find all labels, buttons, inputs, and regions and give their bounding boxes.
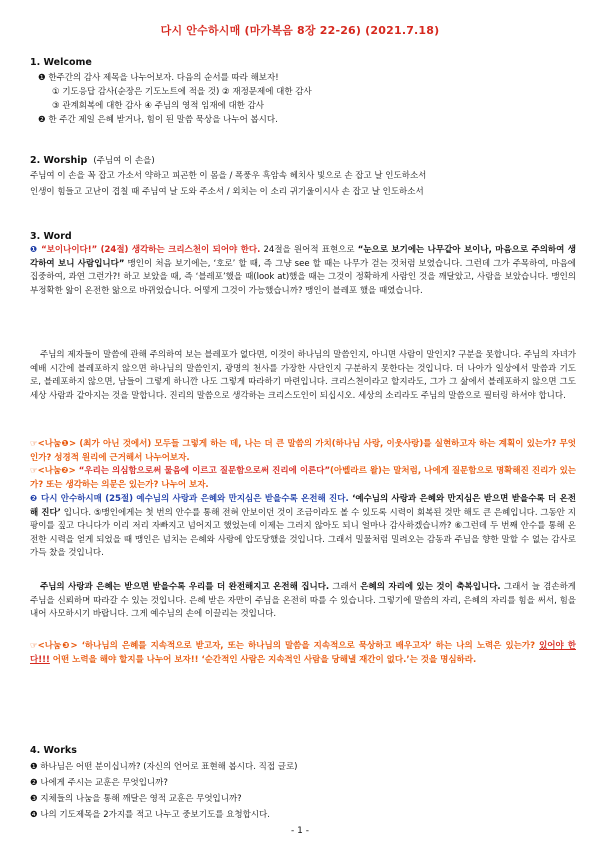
share-2	[30, 465, 576, 492]
worship-lyrics-1: 주님여 이 손을 꼭 잡고 가소서 약하고 피곤한 이 몸을 / 폭풍우 흑암속 헤치사 빛으로 손 잡고 날 인도하소서	[30, 171, 427, 181]
worship-song-title: (주님여 이 손을)	[93, 156, 155, 166]
point-1-heading: “보이나이다!” (24절) 생각하는 크리스천이 되어야 한다.	[41, 245, 261, 255]
word-paragraph-4	[30, 581, 576, 622]
word-paragraph-2: 주님의 제자들이 말씀에 관해 주의하여 보는 블레포가 없다면, 이것이 하나님의 말씀인지, 아니면 사람이 말인지? 구분을 못합니다. 주님의 자녀가 예배 시간에 블레포하지 않으면 하나님의 말씀인지, 광명의 천사를 가장한 사단인지 구분하지 못한다는 것입니다. 더 나아가 일상에서 말씀과 기도로, 블레포하지 않으면, 남들이 그렇게 하니깐 나도 그렇게 따라하기 마련입니다. 크리스천이라고 할지라도, 그가 그 삶에서 블레포하지 않으면 그도 세상 사람과 같아지는 것을 말합니다. 진리의 말씀으로 생각하는 크리스도인이 되십시오. 세상의 소리라도 주님의 말씀으로 필터링 하셔야 합니다.	[30, 350, 576, 401]
point-1-quote: “눈으로 보기에는 나무같아 보이나, 마음으로 주의하여 생각하여 보니 사람입니다”	[30, 245, 576, 269]
share-3	[30, 640, 576, 667]
welcome-line-1: ❶ 한주간의 감사 제목을 나누어보자. 다음의 순서를 따라 해보자!	[38, 73, 279, 83]
works-heading: 4. Works	[30, 745, 77, 756]
point-2-emphasis-a: 주님의 사랑과 은혜는 받으면 받을수록 우리를 더 완전해지고 온전해 집니다.	[40, 582, 330, 592]
worship-lyrics-2: 인생이 힘들고 고난이 겹칠 때 주님여 날 도와 주소서 / 외치는 이 소리 귀기울이시사 손 잡고 날 인도하소서	[30, 187, 424, 197]
point-1-text-c: 맹인이 처음 보기에는, ‘호로’ 할 때, 즉 그냥 see 할 때는 나무가 걷는 것처럼 보였습니다. 그런데 그가 주목하여, 마음에 집중하여, 과연 그런가?! 하고 보았을 때, 즉 ‘블레포’했을 때(look at)했을 때는 그것이 정확하게 사람인 것을 깨달았고, 사람을 보았습니다. 맹인의 부정확한 앎이 온전한 앎으로 바뀌었습니다. 어떻게 그것이 가능했습니까? 맹인이 블레포 했을 때였습니다.	[30, 258, 576, 296]
share-1-tag: <나눔❶>	[37, 439, 77, 449]
share-1-text: (최가 아닌 것에서) 모두들 그렇게 하는 데, 나는 더 큰 말씀의 가치(하나님 사랑, 이웃사랑)를 실현하고자 하는 계획이 있는가? 무엇인가? 성경적 원리에 근거해서 나누어보자.	[30, 439, 576, 463]
welcome-line-3: ③ 관계회복에 대한 감사 ④ 주님의 영적 임재에 대한 감사	[52, 101, 264, 111]
point-2-text: 입니다. ⑤맹인에게는 첫 번의 안수를 통해 전혀 안보이던 것이 조금이라도 볼 수 있도록 시력이 회복된 것만 해도 큰 은혜입니다. 그동안 지팡이를 짚고 다니다가 이리 저리 자빠지고 넘어지고 했었는데 이제는 그러지 않아도 되니 얼마나 감사하겠습니까? ⑥그런데 두 번째 안수를 통해 온전한 시력을 얻게 되었을 때 맹인은 넘치는 은혜와 사랑에 압도당했을 것입니다. 그래서 밀물처럼 밀려오는 감동과 주님을 향한 말할 수 없는 감사로 가득 찼을 것입니다.	[30, 507, 576, 559]
point-2-heading: 다시 안수하시매 (25절) 예수님의 사랑과 은혜와 만지심은 받을수록 온전해 진다.	[40, 494, 349, 504]
point-2-text-b: 그래서	[329, 582, 361, 592]
worship-heading-text: 2. Worship	[30, 155, 88, 166]
share-1	[30, 438, 576, 465]
share-2-text: (아벨라르 왈)는 말처럼, 나에게 질문함으로 명확해진 진리가 있는가? 또는 생각하는 의문은 있는가? 나누어 보자.	[30, 466, 576, 490]
welcome-line-2: ① 기도응답 감사(순장은 기도노트에 적을 것) ② 재정문제에 대한 감사	[52, 87, 312, 97]
page-number: - 1 -	[291, 826, 309, 836]
point-1-marker: ❶	[30, 245, 42, 255]
worship-heading	[30, 154, 155, 166]
pointing-hand-icon: ☞	[30, 439, 38, 449]
point-2-marker: ❷	[30, 494, 41, 504]
share-3-text-a: ‘하나님의 은혜를 지속적으로 받고자, 또는 하나님의 말씀을 지속적으로 묵상하고 배우고자’ 하는 나의 노력은 있는가?	[77, 641, 540, 651]
works-item-4: ❹ 나의 기도제목을 2가지를 적고 나누고 중보기도를 요청합시다.	[30, 810, 270, 820]
point-2-emphasis-c: 은혜의 자리에 있는 것이 축복입니다.	[360, 582, 501, 592]
point-1-text-a: 24절을 원어적 표현으로	[260, 245, 358, 255]
share-3-underlined: 있어야 한다!!!	[30, 641, 576, 665]
works-item-2: ❷ 나에게 주시는 교훈은 무엇입니까?	[30, 778, 168, 788]
works-item-1: ❶ 하나님은 어떤 분이십니까? (자신의 언어로 표현해 봅시다. 직접 글로)	[30, 762, 298, 772]
page-title: 다시 안수하시매 (마가복음 8장 22-26) (2021.7.18)	[160, 24, 440, 37]
share-3-tag: <나눔❸>	[37, 641, 78, 651]
welcome-line-4: ❷ 한 주간 제일 은혜 받거나, 힘이 된 말씀 묵상을 나누어 봅시다.	[38, 115, 278, 125]
point-2-quote: ‘예수님의 사랑과 은혜와 만지심은 받으면 받을수록 더 온전해 진다’	[30, 494, 576, 518]
works-item-3: ❸ 지체들의 나눔을 통해 깨달은 영적 교훈은 무엇입니까?	[30, 794, 242, 804]
share-2-quote: “우리는 의심함으로써 물음에 이르고 질문함으로써 진리에 이른다”	[75, 466, 331, 476]
point-2-text-d: 그래서 늘 겸손하게 주님을 신뢰하며 따라갈 수 있는 것입니다. 은혜 받은 자만이 주님을 온전히 따를 수 있습니다. 그렇기에 말씀의 자리, 은혜의 자리를 힘을 써서, 힘을 내어 사모하시기 바랍니다. 그게 예수님의 손에 이끌리는 것입니다.	[30, 582, 577, 620]
word-paragraph-3	[30, 493, 576, 561]
share-2-tag: <나눔❷>	[37, 466, 76, 476]
pointing-hand-icon: ☞	[30, 466, 38, 476]
word-heading: 3. Word	[30, 231, 72, 242]
word-paragraph-1	[30, 244, 576, 298]
pointing-hand-icon: ☞	[30, 641, 38, 651]
share-3-text-b: 어떤 노력을 해야 할지를 나누어 보자!! ‘순간적인 사람은 지속적인 사람을 당해낼 재간이 없다.’는 것을 명심하라.	[49, 654, 477, 665]
welcome-heading: 1. Welcome	[30, 57, 92, 68]
